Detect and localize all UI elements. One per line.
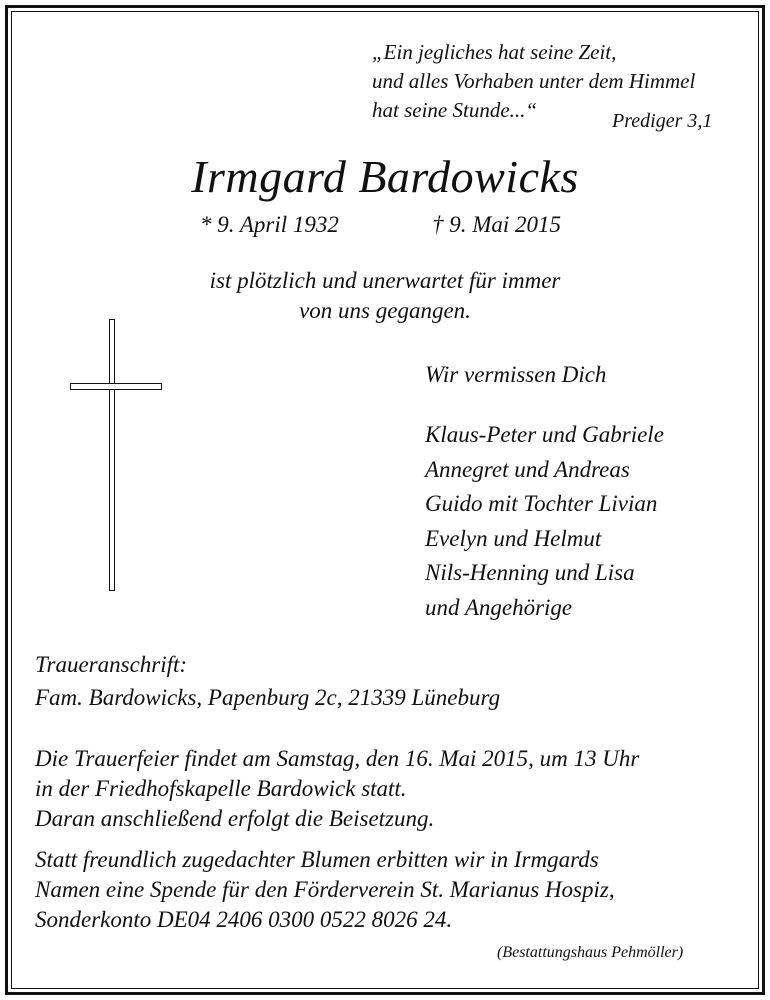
donation-request (35, 845, 615, 935)
mourner-name: Klaus-Peter und Gabriele (425, 422, 664, 447)
funeral-service-info (35, 744, 639, 834)
cross-vertical-beam (109, 319, 115, 591)
mourners-intro: Wir vermissen Dich (425, 362, 607, 387)
quote-line: und alles Vorhaben unter dem Himmel (372, 69, 696, 93)
announcement-line: von uns gegangen. (299, 298, 471, 323)
service-line: Daran anschließend erfolgt die Beisetzung. (35, 806, 435, 831)
quote-line: „Ein jegliches hat seine Zeit, (372, 40, 617, 64)
quote-source: Prediger 3,1 (612, 110, 713, 132)
cross-horizontal-beam (70, 383, 162, 390)
mourner-name: Evelyn und Helmut (425, 525, 602, 551)
mourning-address (35, 648, 500, 714)
mourner-name: Annegret und Andreas (425, 456, 630, 482)
address-text: Fam. Bardowicks, Papenburg 2c, 21339 Lüneburg (35, 685, 501, 710)
donation-line: Sonderkonto DE04 2406 0300 0522 8026 24. (35, 907, 453, 932)
deceased-name: Irmgard Bardowicks (191, 151, 579, 202)
address-label: Traueranschrift: (35, 652, 188, 677)
mourners-list (425, 418, 664, 625)
mourner-name: Nils-Henning und Lisa (425, 560, 635, 585)
service-line: in der Friedhofskapelle Bardowick statt. (35, 776, 407, 801)
death-date: † 9. Mai 2015 (432, 212, 562, 237)
announcement-line: ist plötzlich und unerwartet für immer (209, 268, 561, 293)
latin-cross-icon (70, 319, 162, 591)
mourner-name: Guido mit Tochter Livian (425, 491, 658, 516)
donation-line: Statt freundlich zugedachter Blumen erbitten wir in Irmgards (35, 847, 599, 872)
quote-line: hat seine Stunde...“ (372, 98, 538, 122)
mourner-name: und Angehörige (425, 594, 573, 620)
birth-date: * 9. April 1932 (200, 212, 339, 237)
donation-line: Namen eine Spende für den Förderverein St. Marianus Hospiz, (35, 877, 615, 902)
funeral-home: (Bestattungshaus Pehmöller) (497, 944, 684, 961)
passing-announcement (0, 266, 770, 326)
cross-center (110, 384, 114, 389)
service-line: Die Trauerfeier findet am Samstag, den 16. Mai 2015, um 13 Uhr (35, 746, 640, 771)
